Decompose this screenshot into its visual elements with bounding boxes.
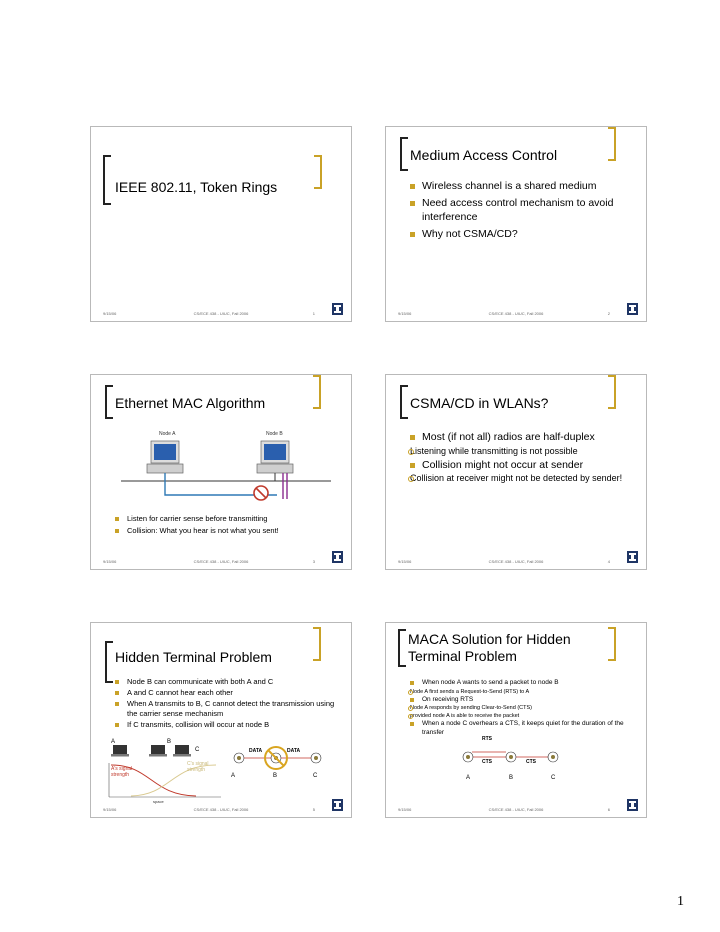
bullet-item: When node A wants to send a packet to node B <box>410 679 635 688</box>
university-logo <box>332 551 343 563</box>
node-a-label: A <box>231 773 236 779</box>
bullet-item: On receiving RTS <box>410 696 635 705</box>
c-signal-label: C's signal strength <box>187 761 209 773</box>
collision-icon <box>254 486 268 500</box>
bullet-item: A and C cannot hear each other <box>115 688 340 698</box>
sub-bullet-item: Collision at receiver might not be detected by sender! <box>410 473 623 483</box>
title-bracket-right <box>608 627 616 661</box>
bullet-marker <box>410 232 415 237</box>
slide-title: MACA Solution for Hidden Terminal Problem <box>408 631 571 664</box>
bullet-list <box>410 431 635 484</box>
maca-diagram <box>386 743 647 783</box>
node-b-label: Node B <box>266 431 283 437</box>
title-bracket-left <box>400 385 408 419</box>
slide-title: Hidden Terminal Problem <box>115 649 272 665</box>
bullet-item: Need access control mechanism to avoid interference <box>410 196 630 225</box>
rts-label: RTS <box>482 736 492 742</box>
bullet-item: If C transmits, collision will occur at node B <box>115 720 340 730</box>
bullet-marker <box>410 698 414 702</box>
node-a-label: A <box>466 775 471 781</box>
title-bracket-left <box>105 641 113 683</box>
footer-date: 9/15/06 <box>398 559 412 564</box>
bullet-list <box>410 679 635 737</box>
page-number: 1 <box>677 894 684 909</box>
footer-slide-number: 3 <box>312 559 315 564</box>
radio-node-icon <box>506 752 516 762</box>
bullet-item: Collision might not occur at sender <box>410 459 635 473</box>
title-bracket-right <box>608 127 616 161</box>
radio-node-icon <box>548 752 558 762</box>
node-b-label: B <box>273 773 278 779</box>
bullet-marker <box>410 435 415 440</box>
cts-label-right: CTS <box>526 759 536 765</box>
slide-1 <box>90 126 352 322</box>
title-bracket-right <box>314 155 322 189</box>
bullet-item: Collision: What you hear is not what you sent! <box>115 525 345 537</box>
sub-bullet-item: Node A first sends a Request-to-Send (RTS) to A <box>410 688 530 695</box>
footer-course: CS/ECE 438 - UIUC, Fall 2006 <box>193 559 249 564</box>
data-label-left: DATA <box>249 748 263 754</box>
sub-bullet-marker <box>408 476 414 482</box>
bullet-item: Why not CSMA/CD? <box>410 227 630 242</box>
bullet-marker <box>115 691 119 695</box>
laptop-icon <box>173 745 191 757</box>
title-bracket-right <box>313 375 321 409</box>
cts-label-left: CTS <box>482 759 492 765</box>
bullet-list <box>115 677 340 730</box>
footer-slide-number: 1 <box>312 311 315 316</box>
bullet-marker <box>115 529 119 533</box>
footer-course: CS/ECE 438 - UIUC, Fall 2006 <box>488 807 544 812</box>
bullet-list <box>410 179 630 241</box>
bullet-marker <box>115 702 119 706</box>
bullet-marker <box>410 184 415 189</box>
bullet-marker <box>410 201 415 206</box>
radio-node-icon <box>234 753 244 763</box>
bullet-marker <box>115 723 119 727</box>
a-signal-label: A's signal strength <box>111 766 133 778</box>
sub-bullet-marker <box>408 690 413 695</box>
node-b-label: B <box>167 739 172 745</box>
footer-slide-number: 2 <box>607 311 610 316</box>
slide-title: IEEE 802.11, Token Rings <box>115 179 278 195</box>
slide-4 <box>385 374 647 570</box>
node-c-label: C <box>313 773 318 779</box>
bullet-list <box>115 513 345 537</box>
bullet-item: Listen for carrier sense before transmitting <box>115 513 345 525</box>
university-logo <box>627 303 638 315</box>
bullet-marker <box>410 681 414 685</box>
title-bracket-left <box>398 629 406 667</box>
title-bracket-right <box>313 627 321 661</box>
university-logo <box>332 303 343 315</box>
sub-bullet-marker <box>408 449 414 455</box>
bullet-item: When a node C overhears a CTS, it keeps quiet for the duration of the transfer <box>410 720 635 737</box>
footer-course: CS/ECE 438 - UIUC, Fall 2006 <box>488 311 544 316</box>
university-logo <box>627 799 638 811</box>
bullet-item: Node B can communicate with both A and C <box>115 677 340 687</box>
slide-2 <box>385 126 647 322</box>
node-c-label: C <box>551 775 556 781</box>
space-axis-label: space <box>153 799 164 804</box>
title-bracket-left <box>400 137 408 171</box>
sub-bullet-marker <box>408 714 413 719</box>
bullet-item: Most (if not all) radios are half-duplex <box>410 431 635 445</box>
slide-3 <box>90 374 352 570</box>
footer-slide-number: 4 <box>607 559 610 564</box>
footer-course: CS/ECE 438 - UIUC, Fall 2006 <box>193 311 249 316</box>
slide-6 <box>385 622 647 818</box>
bullet-marker <box>115 517 119 521</box>
laptop-icon <box>111 745 129 757</box>
computer-icon <box>147 441 183 473</box>
bullet-marker <box>410 463 415 468</box>
radio-node-icon <box>311 753 321 763</box>
footer-date: 9/15/06 <box>398 311 412 316</box>
bullet-marker <box>410 722 414 726</box>
ethernet-diagram <box>91 437 352 517</box>
title-bracket-left <box>103 155 111 205</box>
footer-course: CS/ECE 438 - UIUC, Fall 2006 <box>193 807 249 812</box>
university-logo <box>627 551 638 563</box>
footer-date: 9/15/06 <box>398 807 412 812</box>
slide-5 <box>90 622 352 818</box>
node-a-label: Node A <box>159 431 176 437</box>
node-b-label: B <box>509 775 514 781</box>
slide-title: Ethernet MAC Algorithm <box>115 395 266 411</box>
radio-node-icon <box>463 752 473 762</box>
sub-bullet-item: Listening while transmitting is not possible <box>410 445 578 456</box>
sub-bullet-item: provided node A is able to receive the packet <box>410 713 520 719</box>
slide-title: Medium Access Control <box>410 147 558 163</box>
computer-icon <box>257 441 293 473</box>
footer-date: 9/15/06 <box>103 807 117 812</box>
footer-date: 9/15/06 <box>103 311 117 316</box>
footer-slide-number: 6 <box>607 807 610 812</box>
title-bracket-right <box>608 375 616 409</box>
sub-bullet-marker <box>408 706 413 711</box>
data-label-right: DATA <box>287 748 301 754</box>
laptop-icon <box>149 745 167 757</box>
footer-slide-number: 5 <box>312 807 315 812</box>
footer-date: 9/15/06 <box>103 559 117 564</box>
university-logo <box>332 799 343 811</box>
bullet-item: When A transmits to B, C cannot detect the transmission using the carrier sense mechanism <box>115 699 340 719</box>
footer-course: CS/ECE 438 - UIUC, Fall 2006 <box>488 559 544 564</box>
bullet-marker <box>115 680 119 684</box>
bullet-item: Wireless channel is a shared medium <box>410 179 630 194</box>
node-c-label: C <box>195 747 200 753</box>
title-bracket-left <box>105 385 113 419</box>
sub-bullet-item: Node A responds by sending Clear-to-Send (CTS) <box>410 705 532 711</box>
node-a-label: A <box>111 739 116 745</box>
slide-title: CSMA/CD in WLANs? <box>410 395 549 411</box>
